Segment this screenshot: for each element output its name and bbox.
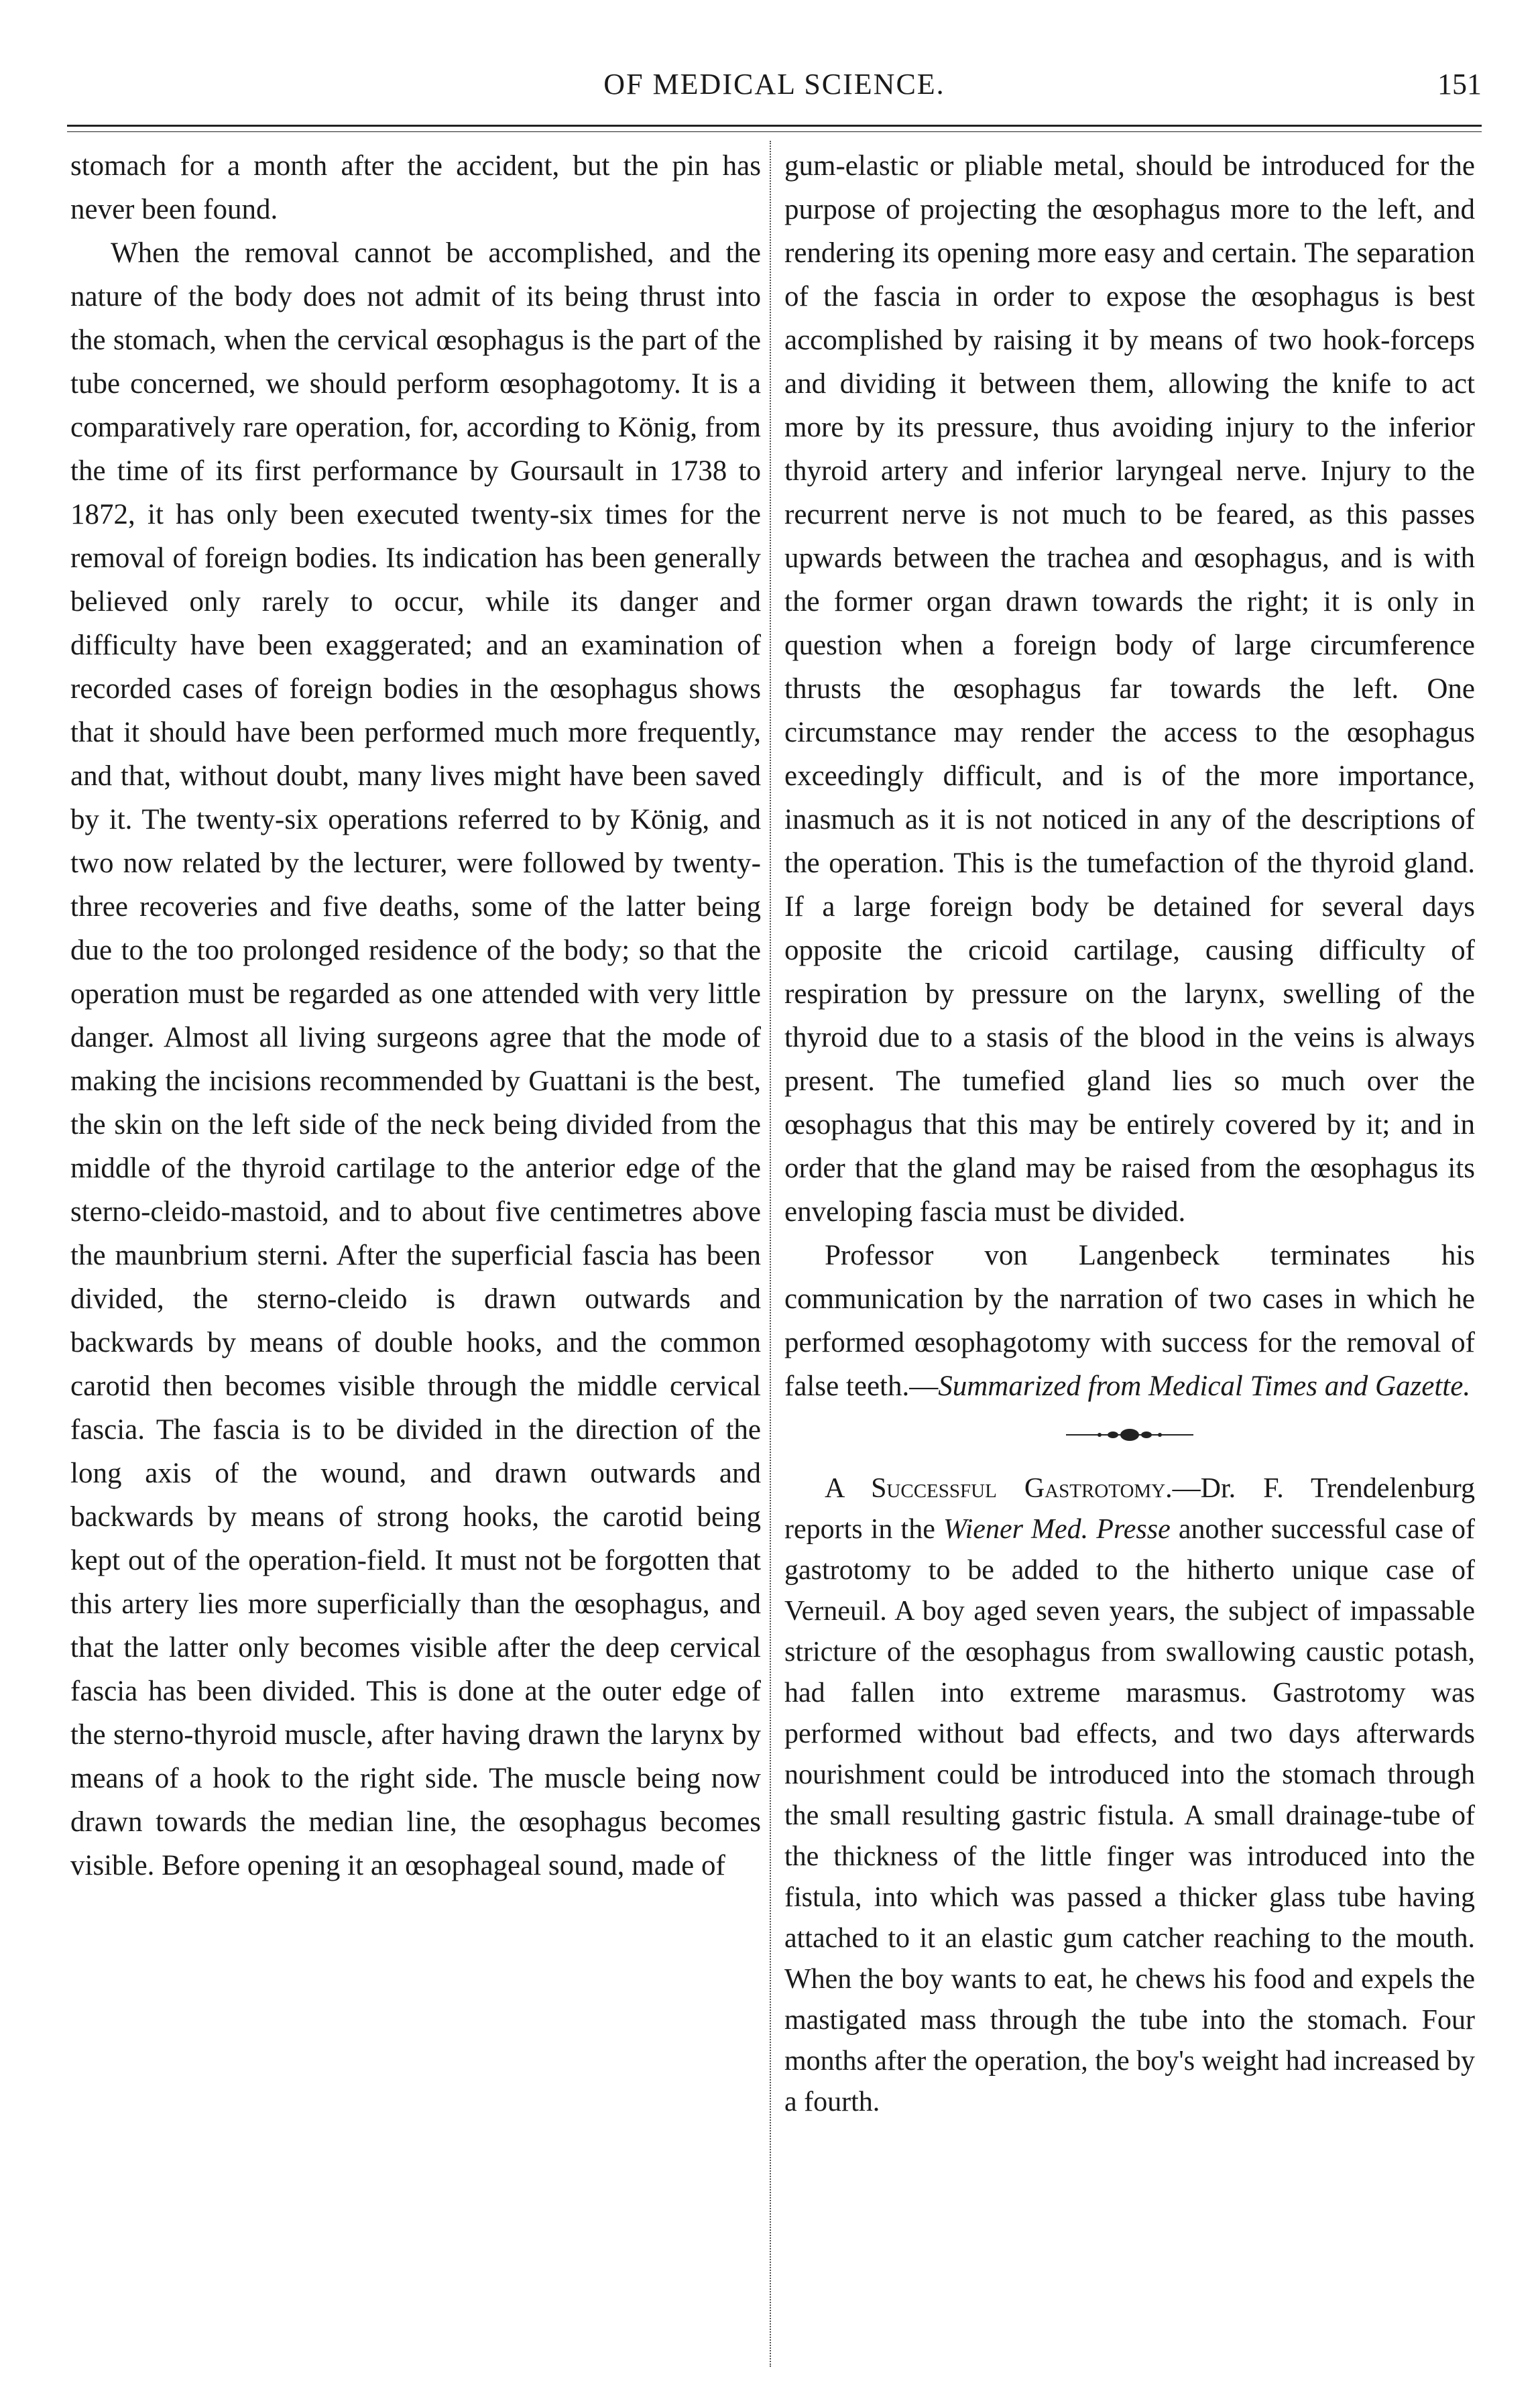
paragraph-gastrotomy: [784, 1468, 1475, 2123]
running-title: OF MEDICAL SCIENCE.: [603, 68, 945, 101]
paragraph-fascia: gum-elastic or pliable metal, should be introduced for the purpose of projecting the œsophagus more to the left, and rendering its opening more easy and certain. The separation of the fascia in order to expose the œsophagus is best accomplished by raising it by means of two hook-forceps and dividing it between them, allowing the knife to act more by its pressure, thus avoiding injury to the inferior thyroid artery and inferior laryngeal nerve. Injury to the recurrent nerve is not much to be feared, as this passes upwards between the trachea and œsophagus, and is with the former organ drawn towards the right; it is only in question when a foreign body of large circumference thrusts the œsophagus far towards the left. One circumstance may render the access to the œsophagus exceedingly difficult, and is of the more importance, inasmuch as it is not noticed in any of the descriptions of the operation. This is the tumefaction of the thyroid gland. If a large foreign body be detained for several days opposite the cricoid cartilage, causing difficulty of respiration by pressure on the larynx, swelling of the thyroid due to a stasis of the blood in the veins is always present. The tumefied gland lies so much over the œsophagus that this may be entirely covered by it; and in order that the gland may be raised from the œsophagus its enveloping fascia must be divided.: [784, 150, 1475, 1228]
section-ornament: [784, 1415, 1475, 1455]
ornament-divider-icon: [1063, 1425, 1197, 1445]
header-rule-thin: [67, 131, 1482, 132]
langenbeck-text: Professor von Langenbeck terminates his communication by the narration of two cases in which he performed œsophagotomy with success for the removal of false teeth.—: [784, 1240, 1475, 1402]
article-body: another successful case of gastrotomy to be added to the hitherto unique case of Verneuil. A boy aged seven years, the subject of impassable stricture of the œsophagus from swallowing caustic potash, had fallen into extreme marasmus. Gastrotomy was performed without bad effects, and two days afterwards nourishment could be introduced into the stomach through the small resulting gastric fistula. A small drainage-tube of the thickness of the little finger was introduced into the fistula, into which was passed a thicker glass tube having attached to it an elastic gum catcher reaching to the mouth. When the boy wants to eat, he chews his food and expels the mastigated mass through the tube into the stomach. Four months after the operation, the boy's weight had increased by a fourth.: [784, 1514, 1475, 2117]
page-number: 151: [1437, 68, 1482, 101]
paragraph-oesophagotomy: When the removal cannot be accomplished, and the nature of the body does not admit of its being thrust into the stomach, when the cervical œsophagus is the part of the tube concerned, we should perform œsophagotomy. It is a comparatively rare operation, for, according to König, from the time of its first performance by Goursault in 1738 to 1872, it has only been executed twenty-six times for the removal of foreign bodies. Its indication has been generally believed only rarely to occur, while its danger and difficulty have been exaggerated; and an examination of recorded cases of foreign bodies in the œsophagus shows that it should have been performed much more frequently, and that, without doubt, many lives might have been saved by it. The twenty-six operations referred to by König, and two now related by the lecturer, were followed by twenty-three recoveries and five deaths, some of the latter being due to the too prolonged residence of the body; so that the operation must be regarded as one attended with very little danger. Almost all living surgeons agree that the mode of making the incisions recommended by Guattani is the best, the skin on the left side of the neck being divided from the middle of the thyroid cartilage to the anterior edge of the sterno-cleido-mastoid, and to about five centimetres above the maunbrium sterni. After the superficial fascia has been divided, the sterno-cleido is drawn outwards and backwards by means of double hooks, and the common carotid then becomes visible through the middle cervical fascia. The fascia is to be divided in the direction of the long axis of the wound, and drawn outwards and backwards by means of strong hooks, the carotid being kept out of the operation-field. It must not be forgotten that this artery lies more superficially than the œsophagus, and that the latter only becomes visible after the deep cervical fascia has been divided. This is done at the outer edge of the sterno-thyroid muscle, after having drawn the larynx by means of a hook to the right side. The muscle being now drawn towards the median line, the œsophagus becomes visible. Before opening it an œsophageal sound, made of: [70, 237, 761, 1881]
page-header: [67, 67, 1482, 114]
source-citation: Summarized from Medical Times and Gazette.: [938, 1370, 1471, 1402]
header-rule: [67, 125, 1482, 127]
paragraph-continuation: stomach for a month after the accident, but the pin has never been found.: [70, 150, 761, 225]
article-title: A Successful Gastrotomy.: [825, 1473, 1173, 1504]
column-divider: [770, 141, 771, 2367]
article-lead: —Dr. F. Trendelenburg reports in the: [784, 1473, 1475, 1545]
left-column: [70, 144, 761, 1887]
journal-name: Wiener Med. Presse: [943, 1514, 1171, 1545]
right-column: [784, 144, 1475, 2123]
paragraph-langenbeck: [784, 1234, 1475, 1408]
